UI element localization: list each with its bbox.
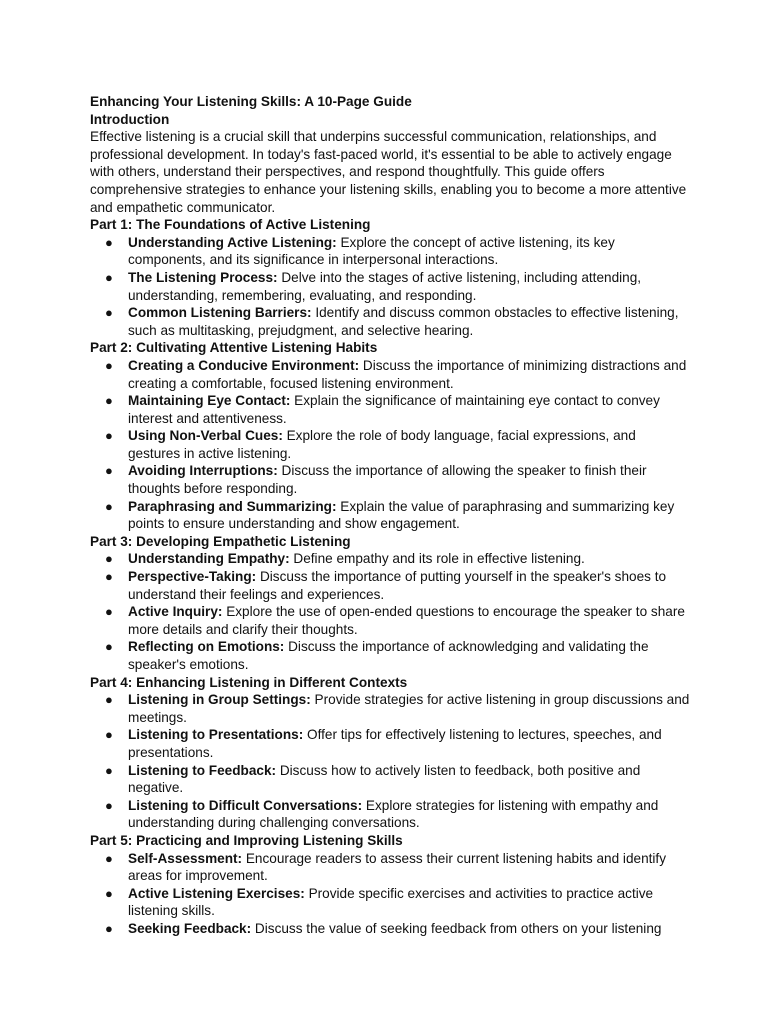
item-description: Explore strategies for listening with empathy and understanding during challenging conversations. (128, 797, 659, 831)
list-item (90, 638, 690, 673)
bullet-list (90, 691, 690, 832)
list-item (90, 603, 690, 638)
item-description: Encourage readers to assess their current listening habits and identify areas for improvement. (128, 850, 667, 884)
part-heading: Part 1: The Foundations of Active Listening (90, 217, 371, 233)
list-item (90, 850, 690, 885)
item-term: Listening in Group Settings: (128, 692, 311, 708)
list-item (90, 304, 690, 339)
bullet-icon: ● (105, 762, 113, 778)
list-item (90, 568, 690, 603)
list-item (90, 550, 690, 568)
bullet-icon: ● (105, 234, 113, 250)
document-title: Enhancing Your Listening Skills: A 10-Page Guide (90, 94, 412, 109)
bullet-list (90, 550, 690, 673)
part-heading: Part 3: Developing Empathetic Listening (90, 533, 351, 549)
item-description: Discuss the importance of allowing the speaker to finish their thoughts before responding. (128, 463, 647, 497)
bullet-icon: ● (105, 498, 113, 514)
item-description: Delve into the stages of active listening, including attending, understanding, remembering, evaluating, and responding. (128, 269, 642, 303)
bullet-icon: ● (105, 569, 113, 585)
bullet-icon: ● (105, 797, 113, 813)
item-term: Perspective-Taking: (128, 569, 257, 585)
bullet-icon: ● (105, 463, 113, 479)
intro-paragraph: Effective listening is a crucial skill that underpins successful communication, relationships, and professional development. In today's fast-paced world, it's essential to be able to actively engage with others, understand their perspectives, and respond thoughtfully. This guide offers comprehensive strategies to enhance your listening skills, enabling you to become a more attentive and empathetic communicator. (90, 129, 687, 215)
bullet-icon: ● (105, 639, 113, 655)
list-item (90, 920, 690, 938)
item-description: Explore the role of body language, facial expressions, and gestures in active listening. (128, 428, 636, 461)
item-description: Explain the significance of maintaining eye contact to convey interest and attentiveness. (128, 393, 660, 426)
item-description: Discuss the importance of minimizing distractions and creating a comfortable, focused listening environment. (128, 357, 687, 391)
list-item (90, 797, 690, 832)
bullet-icon: ● (105, 428, 113, 444)
item-term: Active Inquiry: (128, 604, 223, 620)
list-item (90, 726, 690, 761)
list-item (90, 762, 690, 797)
bullet-icon: ● (105, 551, 113, 567)
bullet-icon: ● (105, 692, 113, 708)
item-term: Seeking Feedback: (128, 920, 252, 936)
bullet-list (90, 850, 690, 938)
item-description: Explore the concept of active listening, its key components, and its significance in interpersonal interactions. (128, 234, 615, 268)
item-description: Discuss how to actively listen to feedback, both positive and negative. (128, 762, 641, 796)
item-description: Offer tips for effectively listening to lectures, speeches, and presentations. (128, 727, 662, 760)
parts-container (90, 216, 690, 937)
item-term: Common Listening Barriers: (128, 305, 312, 321)
bullet-icon: ● (105, 727, 113, 743)
item-description: Discuss the importance of acknowledging and validating the speaker's emotions. (128, 639, 649, 672)
bullet-icon: ● (105, 604, 113, 620)
document-page (90, 93, 690, 938)
bullet-icon: ● (105, 393, 113, 409)
item-description: Discuss the value of seeking feedback from others on your listening (251, 920, 662, 936)
bullet-list (90, 357, 690, 533)
list-item (90, 392, 690, 427)
item-term: Self-Assessment: (128, 850, 243, 866)
bullet-icon: ● (105, 885, 113, 901)
item-description: Provide strategies for active listening in group discussions and meetings. (128, 692, 690, 725)
list-item (90, 691, 690, 726)
bullet-list (90, 234, 690, 340)
bullet-icon: ● (105, 850, 113, 866)
bullet-icon: ● (105, 920, 113, 936)
item-term: The Listening Process: (128, 269, 278, 285)
list-item (90, 462, 690, 497)
list-item (90, 357, 690, 392)
item-description: Explore the use of open-ended questions to encourage the speaker to share more details and clarify their thoughts. (128, 604, 685, 637)
list-item (90, 885, 690, 920)
part-heading: Part 4: Enhancing Listening in Different Contexts (90, 674, 408, 690)
item-term: Listening to Presentations: (128, 727, 304, 743)
bullet-icon: ● (105, 305, 113, 321)
item-description: Define empathy and its role in effective listening. (289, 551, 585, 567)
item-term: Understanding Empathy: (128, 551, 290, 567)
item-term: Creating a Conducive Environment: (128, 357, 360, 373)
list-item (90, 234, 690, 269)
item-term: Paraphrasing and Summarizing: (128, 498, 337, 514)
list-item (90, 427, 690, 462)
part-heading: Part 5: Practicing and Improving Listening Skills (90, 832, 403, 848)
item-term: Using Non-Verbal Cues: (128, 428, 283, 444)
list-item (90, 269, 690, 304)
item-description: Discuss the importance of putting yourself in the speaker's shoes to understand their feelings and experiences. (128, 569, 667, 602)
item-term: Listening to Difficult Conversations: (128, 797, 363, 813)
item-description: Provide specific exercises and activities to practice active listening skills. (128, 885, 654, 919)
item-term: Listening to Feedback: (128, 762, 277, 778)
item-description: Identify and discuss common obstacles to effective listening, such as multitasking, prejudgment, and selective hearing. (128, 305, 679, 338)
part-heading: Part 2: Cultivating Attentive Listening Habits (90, 340, 378, 356)
item-term: Avoiding Interruptions: (128, 463, 278, 479)
item-term: Reflecting on Emotions: (128, 639, 285, 655)
bullet-icon: ● (105, 357, 113, 373)
item-term: Maintaining Eye Contact: (128, 393, 291, 409)
list-item (90, 498, 690, 533)
item-term: Active Listening Exercises: (128, 885, 305, 901)
bullet-icon: ● (105, 269, 113, 285)
item-term: Understanding Active Listening: (128, 234, 337, 250)
intro-heading: Introduction (90, 111, 170, 127)
item-description: Explain the value of paraphrasing and summarizing key points to ensure understanding and show engagement. (128, 498, 675, 532)
